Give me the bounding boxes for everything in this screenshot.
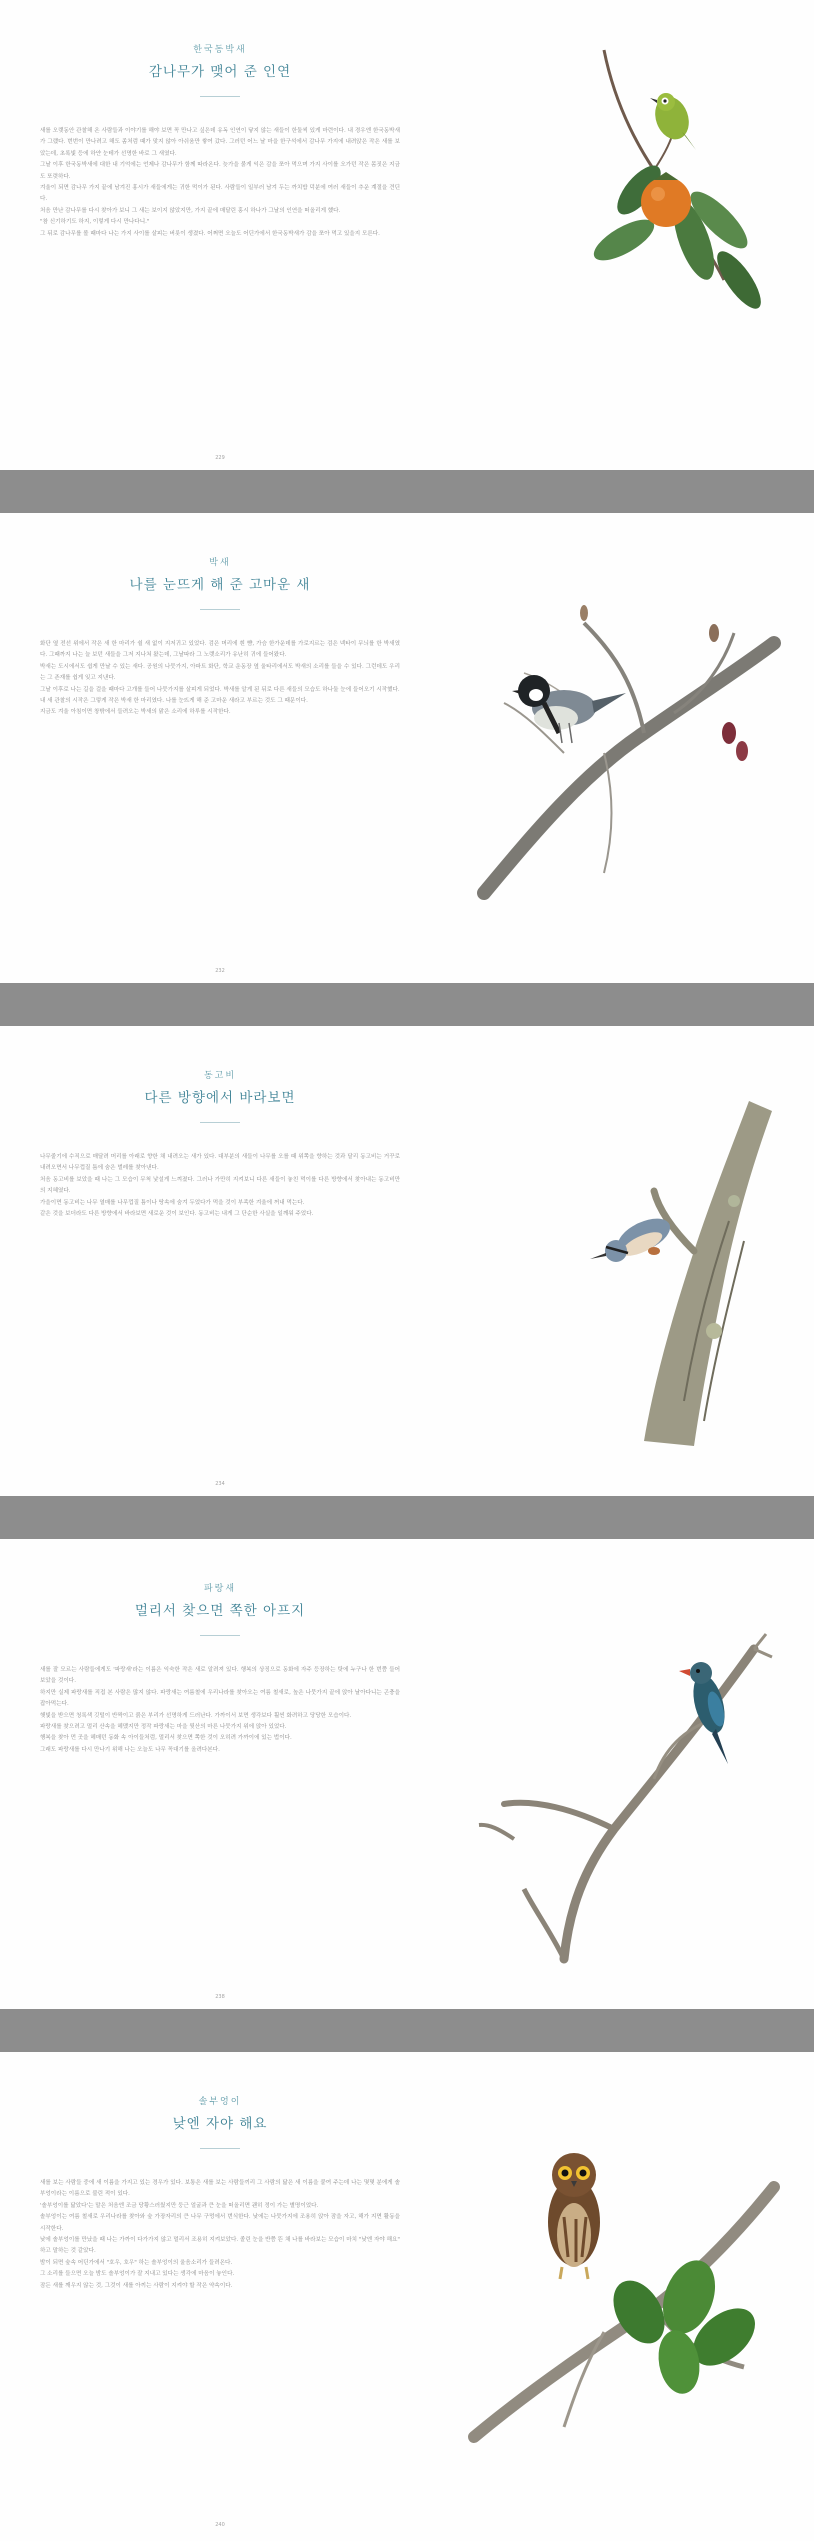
page-number: 234: [215, 1481, 225, 1487]
spread-japanese-white-eye: [0, 0, 814, 470]
text-column: [40, 2052, 400, 2541]
text-column: [40, 1026, 400, 1496]
species-kicker: 한국동박새: [193, 45, 247, 55]
tit-on-branch-illustration: [464, 573, 784, 903]
chapter-title: 멀리서 찾으면 쪽한 아프지: [134, 1603, 306, 1619]
page-number: 238: [215, 1994, 225, 2000]
species-kicker: 솔부엉이: [198, 2097, 242, 2107]
title-rule: [200, 1635, 240, 1636]
owl-on-oak-branch-illustration: [454, 2127, 784, 2467]
chapter-title: 감나무가 맺어 준 인연: [148, 64, 292, 80]
body-text: 화단 옆 전선 위에서 작은 새 한 마리가 쉴 새 없이 지저귀고 있었다. 검은 머리에 흰 뺨, 가슴 한가운데를 가로지르는 검은 넥타이 무늬를 한 박새였다. 그때까지 나는 늘 보던 새들을 그저 지나쳐 왔는데, 그날따라 그 노랫소리가 유난히 귀에 들어왔다. 박새는 도시에서도 쉽게 만날 수 있는 새다. 공원의 나뭇가지, 아파트 화단, 학교 운동장 옆 울타리에서도 박새의 소리를 들을 수 있다. 그런데도 우리는 그 존재를 쉽게 잊고 지낸다. 그날 이후로 나는 길을 걸을 때마다 고개를 들어 나뭇가지를 살피게 되었다. 박새를 알게 된 뒤로 다른 새들의 모습도 하나둘 눈에 들어오기 시작했다. 내 새 관찰의 시작은 그렇게 작은 박새 한 마리였다. 나를 눈뜨게 해 준 고마운 새라고 부르는 것도 그 때문이다. 지금도 겨울 아침이면 창밖에서 들려오는 박새의 맑은 소리에 하루를 시작한다.: [40, 641, 400, 716]
spread-owl: [0, 2052, 814, 2541]
roller-on-branch-illustration: [454, 1609, 784, 1969]
text-column: [40, 1539, 400, 2009]
species-kicker: 동고비: [203, 1071, 237, 1081]
body-text: 새를 오랫동안 관찰해 온 사람들과 이야기를 해야 보면 꼭 만나고 싶은데 유독 인연이 닿지 않는 새들이 한둘씩 있게 마련이다. 내 경우엔 한국동박새가 그랬다. 번번이 만나려고 해도 좀처럼 때가 맞지 않아 아쉬움만 쌓여 갔다. 그러던 어느 날 마을 한구석에서 감나무 가지에 내려앉은 작은 새를 보았는데, 초록빛 등에 하얀 눈테가 선명한 바로 그 새였다. 그날 이후 한국동박새에 대한 내 기억에는 언제나 감나무가 함께 따라온다. 늦가을 붉게 익은 감을 쪼아 먹으며 가지 사이를 오가던 작은 몸짓은 지금도 또렷하다. 겨울이 되면 감나무 가지 끝에 남겨진 홍시가 새들에게는 귀한 먹이가 된다. 사람들이 일부러 남겨 두는 까치밥 덕분에 여러 새들이 추운 계절을 견딘다. 처음 만난 감나무를 다시 찾아가 보니 그 새는 보이지 않았지만, 가지 끝에 매달린 홍시 하나가 그날의 인연을 떠올리게 했다. "참 신기하기도 하지, 이렇게 다시 만나다니." 그 뒤로 감나무를 볼 때마다 나는 가지 사이를 살피는 버릇이 생겼다. 어쩌면 오늘도 어딘가에서 한국동박새가 감을 쪼아 먹고 있을지 모른다.: [40, 128, 400, 237]
text-column: [40, 513, 400, 983]
species-kicker: 박새: [209, 558, 231, 568]
chapter-title: 다른 방향에서 바라보면: [144, 1090, 296, 1106]
page-number: 229: [215, 455, 225, 461]
nuthatch-on-trunk-illustration: [534, 1081, 784, 1451]
title-rule: [200, 609, 240, 610]
text-column: [40, 0, 400, 470]
body-text: 새를 잘 모르는 사람들에게도 '파랑새'라는 이름은 익숙한 작은 새로 알려져 있다. 행복의 상징으로 동화에 자주 등장하는 탓에 누구나 한 번쯤 들어 보았을 것이다. 하지만 실제 파랑새를 직접 본 사람은 많지 않다. 파랑새는 여름철에 우리나라를 찾아오는 여름 철새로, 높은 나뭇가지 끝에 앉아 날아다니는 곤충을 잡아먹는다. 햇빛을 받으면 청록색 깃털이 반짝이고 붉은 부리가 선명하게 드러난다. 가까이서 보면 생각보다 훨씬 화려하고 당당한 모습이다. 파랑새를 찾으려고 멀리 산속을 헤맸지만 정작 파랑새는 마을 뒷산의 마른 나뭇가지 위에 앉아 있었다. 행복을 찾아 먼 곳을 헤매던 동화 속 아이들처럼, 멀리서 찾으면 쪽한 것이 오히려 가까이에 있는 법이다. 그래도 파랑새를 다시 만나기 위해 나는 오늘도 나무 꼭대기를 올려다본다.: [40, 1667, 400, 1753]
species-kicker: 파랑새: [203, 1584, 237, 1594]
page-number: 240: [215, 2522, 225, 2528]
spread-tit: [0, 513, 814, 983]
page-number: 232: [215, 968, 225, 974]
body-text: 새를 보는 사람들 중에 새 이름을 가지고 있는 경우가 있다. 보통은 새를 보는 사람들끼리 그 사람의 닮은 새 이름을 붙여 주는데 나는 몇몇 분에게 솔부엉이라는 이름으로 불린 적이 있다. '솔부엉이를 닮았다'는 말은 처음엔 조금 당황스러웠지만 둥근 얼굴과 큰 눈을 떠올리면 괜히 정이 가는 별명이었다. 솔부엉이는 여름 철새로 우리나라를 찾아와 숲 가장자리의 큰 나무 구멍에서 번식한다. 낮에는 나뭇가지에 조용히 앉아 잠을 자고, 해가 지면 활동을 시작한다. 낮에 솔부엉이를 만났을 때 나는 가까이 다가가지 않고 멀리서 조용히 지켜보았다. 졸린 눈을 반쯤 뜬 채 나를 바라보는 모습이 마치 "낮엔 자야 해요" 하고 말하는 것 같았다. 밤이 되면 숲속 어딘가에서 "호우, 호우" 하는 솔부엉이의 울음소리가 들려온다. 그 소리를 들으면 오늘 밤도 솔부엉이가 잘 지내고 있다는 생각에 마음이 놓인다. 잠든 새를 깨우지 않는 것, 그것이 새를 아끼는 사람이 지켜야 할 작은 약속이다.: [40, 2180, 400, 2289]
title-rule: [200, 1122, 240, 1123]
chapter-title: 나를 눈뜨게 해 준 고마운 새: [129, 577, 311, 593]
body-text: 나무줄기에 수직으로 매달려 머리를 아래로 향한 채 내려오는 새가 있다. 대부분의 새들이 나무를 오를 때 위쪽을 향하는 것과 달리 동고비는 거꾸로 내려오면서 나무껍질 틈에 숨은 벌레를 찾아낸다. 처음 동고비를 보았을 때 나는 그 모습이 무척 낯설게 느껴졌다. 그러나 가만히 지켜보니 다른 새들이 놓친 먹이를 다른 방향에서 찾아내는 동고비만의 지혜였다. 가을이면 동고비는 나무 열매를 나무껍질 틈이나 땅속에 숨겨 두었다가 먹을 것이 부족한 겨울에 꺼내 먹는다. 같은 것을 보더라도 다른 방향에서 바라보면 새로운 것이 보인다. 동고비는 내게 그 단순한 사실을 일깨워 주었다.: [40, 1154, 400, 1218]
spread-nuthatch: [0, 1026, 814, 1496]
title-rule: [200, 96, 240, 97]
persimmon-white-eye-illustration: [554, 40, 784, 360]
spread-roller: [0, 1539, 814, 2009]
title-rule: [200, 2148, 240, 2149]
chapter-title: 낮엔 자야 해요: [172, 2116, 268, 2132]
